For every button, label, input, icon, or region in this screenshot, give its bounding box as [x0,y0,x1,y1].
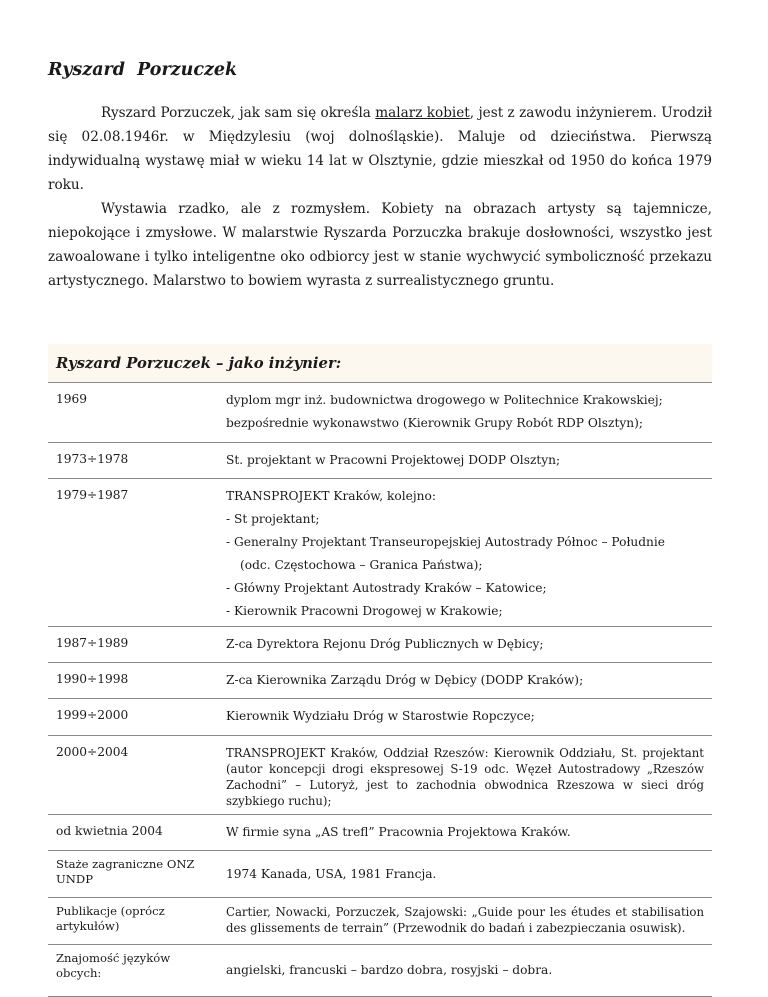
row-line: W firmie syna „AS trefl” Pracownia Projektowa Kraków. [226,825,571,839]
row-line: dyplom mgr inż. budownictwa drogowego w Politechnice Krakowskiej; [226,393,663,407]
intro-p1-start: Ryszard Porzuczek, jak sam się określa [101,105,376,121]
row-content [218,851,712,898]
row-content [218,945,712,997]
row-label: 1973÷1978 [48,443,218,479]
row-content [218,479,712,627]
table-row [48,663,712,699]
row-line: Kierownik Wydziału Dróg w Starostwie Ropczyce; [226,709,535,723]
table-row [48,383,712,443]
table-row [48,851,712,898]
row-label: 1979÷1987 [48,479,218,627]
row-line: TRANSPROJEKT Kraków, kolejno: [226,489,436,503]
row-line: angielski, francuski – bardzo dobra, rosyjski – dobra. [226,963,553,977]
row-label: Staże zagraniczne ONZ UNDP [48,851,218,898]
table-heading-row [48,344,712,383]
page-title: Ryszard Porzuczek [48,60,238,80]
table-row [48,736,712,815]
table-row [48,627,712,663]
row-line: (odc. Częstochowa – Granica Państwa); [240,558,483,572]
intro-paragraph-1 [48,101,712,197]
intro-paragraph-2: Wystawia rzadko, ale z rozmysłem. Kobiety na obrazach artysty są tajemnicze, niepokojące i zmysłowe. W malarstwie Ryszarda Porzuczka brakuje dosłowności, wszystko jest zawoalowane i tylko inteligentne oko odbiorcy jest w stanie wychwycić symboliczność przekazu artystycznego. Malarstwo to bowiem wyrasta z surrealistycznego gruntu. [48,201,712,289]
table-row [48,699,712,736]
row-label: 1987÷1989 [48,627,218,663]
row-line: - Generalny Projektant Transeuropejskiej Autostrady Północ – Południe [226,535,666,549]
table-row [48,945,712,997]
row-label: 1969 [48,383,218,443]
row-content [218,663,712,699]
intro-p1-end: , jest z zawodu inżynierem. Urodził się 02.08.1946r. w Międzylesiu (woj dolnośląskie). Maluje od dzieciństwa. Pierwszą indywidualną wystawę miał w wieku 14 lat w Olsztynie, gdzie mieszkał od 1950 do końca 1979 roku. [48,105,712,193]
table-row [48,898,712,945]
row-line: - St projektant; [226,512,320,526]
row-content [218,383,712,443]
table-heading: Ryszard Porzuczek – jako inżynier: [48,344,712,383]
underlined-phrase: malarz kobiet [375,105,470,121]
row-label: 1990÷1998 [48,663,218,699]
row-label: od kwietnia 2004 [48,815,218,851]
row-line: Z-ca Dyrektora Rejonu Dróg Publicznych w Dębicy; [226,637,544,651]
row-line: St. projektant w Pracowni Projektowej DODP Olsztyn; [226,453,561,467]
table-row [48,479,712,627]
row-content [218,443,712,479]
row-label: Znajomość języków obcych: [48,945,218,997]
row-line: - Główny Projektant Autostrady Kraków – Katowice; [226,581,547,595]
row-line: bezpośrednie wykonawstwo (Kierownik Grupy Robót RDP Olsztyn); [226,416,643,430]
row-content [218,627,712,663]
row-content [218,815,712,851]
row-label: 1999÷2000 [48,699,218,736]
row-line: - Kierownik Pracowni Drogowej w Krakowie; [226,604,503,618]
table-row [48,443,712,479]
intro-text [48,101,712,293]
row-line: 1974 Kanada, USA, 1981 Francja. [226,867,437,881]
row-content [218,699,712,736]
row-label: Publikacje (oprócz artykułów) [48,898,218,945]
row-line: Z-ca Kierownika Zarządu Dróg w Dębicy (DODP Kraków); [226,673,584,687]
table-row [48,815,712,851]
row-label: 2000÷2004 [48,736,218,815]
engineer-career-table [48,344,712,997]
row-content: TRANSPROJEKT Kraków, Oddział Rzeszów: Kierownik Oddziału, St. projektant (autor koncepcji drogi ekspresowej S-19 odc. Węzeł Autostradowy „Rzeszów Zachodni” – Lutoryż, jest to zachodnia obwodnica Rzeszowa w sieci dróg szybkiego ruchu); [218,736,712,815]
row-content: Cartier, Nowacki, Porzuczek, Szajowski: „Guide pour les études et stabilisation des glissements de terrain” (Przewodnik do badań i zabezpieczania osuwisk). [218,898,712,945]
